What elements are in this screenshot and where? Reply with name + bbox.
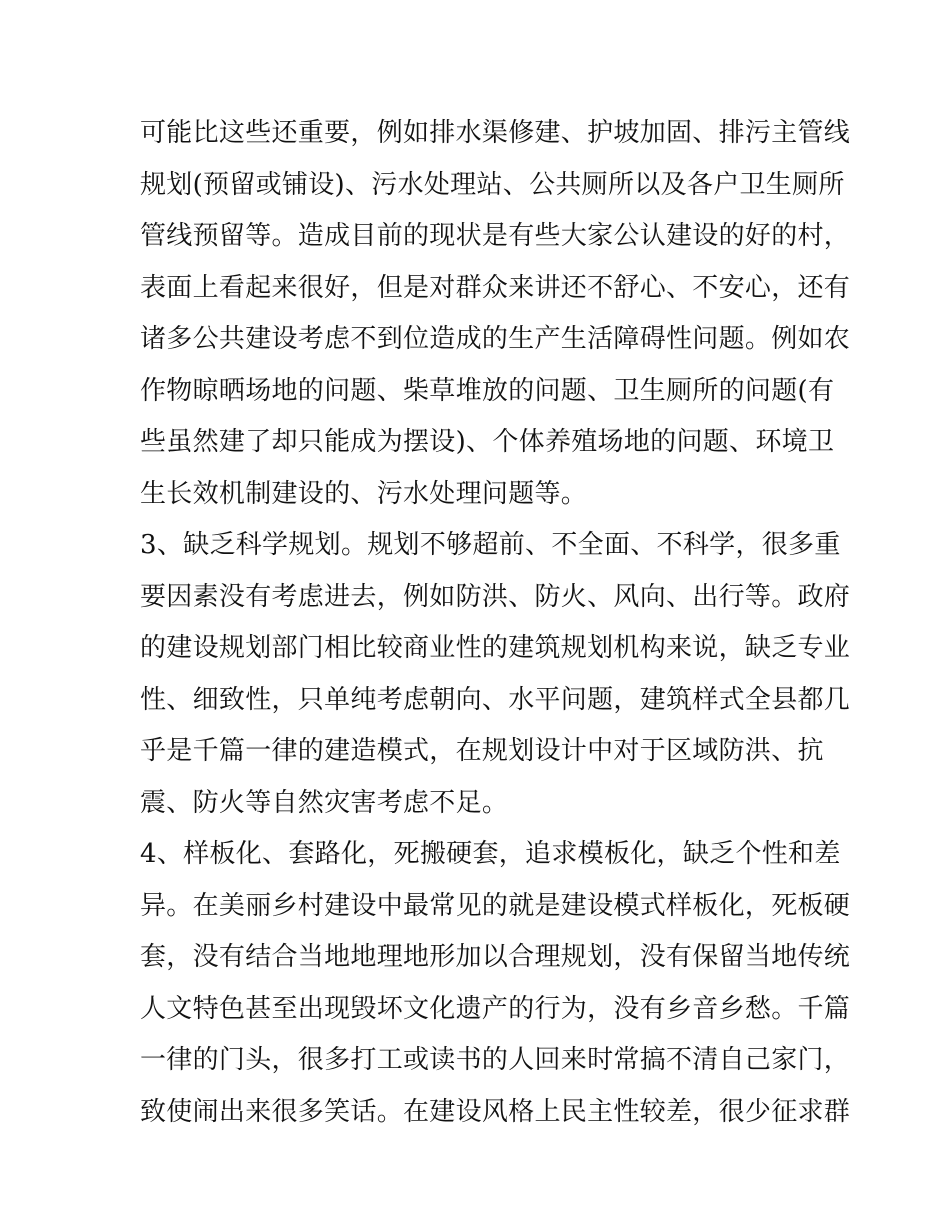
text-line: 规划(预留或铺设)、污水处理站、公共厕所以及各户卫生厕所 — [140, 169, 845, 200]
text-line: 异。在美丽乡村建设中最常见的就是建设模式样板化，死板硬 — [140, 890, 851, 921]
text-line: 4、样板化、套路化，死搬硬套，追求模板化，缺乏个性和差 — [140, 839, 841, 869]
text-line: 些虽然建了却只能成为摆设)、个体养殖场地的问题、环境卫 — [140, 427, 835, 457]
text-line: 的建设规划部门相比较商业性的建筑规划机构来说，缺乏专业 — [140, 633, 851, 663]
text-line: 性、细致性，只单纯考虑朝向、水平问题，建筑样式全县都几 — [140, 684, 851, 715]
body-text — [140, 108, 851, 1138]
text-line: 震、防火等自然灾害考虑不足。 — [140, 787, 509, 818]
text-line: 诸多公共建设考虑不到位造成的生产生活障碍性问题。例如农 — [140, 324, 851, 354]
text-line: 乎是千篇一律的建造模式，在规划设计中对于区域防洪、抗 — [140, 736, 824, 766]
text-line: 套，没有结合当地地理地形加以合理规划，没有保留当地传统 — [140, 942, 851, 972]
text-line: 人文特色甚至出现毁坏文化遗产的行为，没有乡音乡愁。千篇 — [140, 993, 851, 1024]
text-line: 要因素没有考虑进去，例如防洪、防火、风向、出行等。政府 — [140, 581, 851, 612]
text-line: 3、缺乏科学规划。规划不够超前、不全面、不科学，很多重 — [140, 530, 841, 560]
text-line: 管线预留等。造成目前的现状是有些大家公认建设的好的村， — [140, 221, 851, 251]
text-line: 致使闹出来很多笑话。在建设风格上民主性较差，很少征求群 — [140, 1096, 851, 1127]
text-line: 作物晾晒场地的问题、柴草堆放的问题、卫生厕所的问题(有 — [140, 375, 835, 406]
text-line: 一律的门头，很多打工或读书的人回来时常搞不清自己家门， — [140, 1045, 851, 1075]
text-line: 表面上看起来很好，但是对群众来讲还不舒心、不安心，还有 — [140, 272, 851, 303]
text-line: 可能比这些还重要，例如排水渠修建、护坡加固、排污主管线 — [140, 118, 851, 148]
text-line: 生长效机制建设的、污水处理问题等。 — [140, 478, 588, 509]
